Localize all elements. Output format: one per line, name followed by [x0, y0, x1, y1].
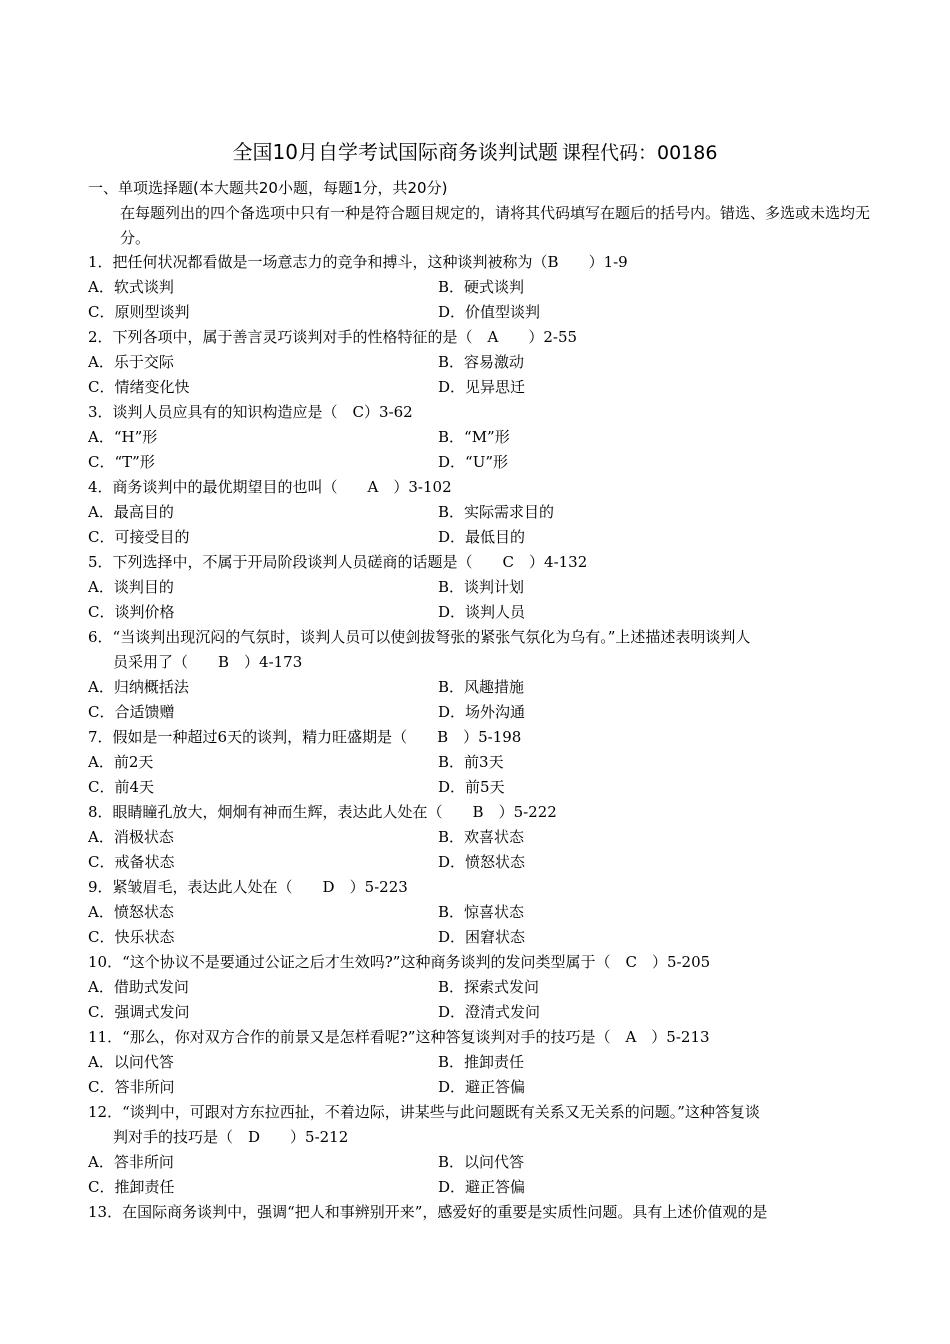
answer-option: A．答非所问 [88, 1153, 174, 1171]
question-text: 6．“当谈判出现沉闷的气氛时，谈判人员可以使剑拔弩张的紧张气氛化为乌有。”上述描述表明谈判人 [88, 628, 751, 646]
answer-option: A．乐于交际 [88, 353, 174, 371]
answer-option: A．消极状态 [88, 828, 174, 846]
answer-option: D．场外沟通 [438, 703, 526, 721]
section-heading: 一、单项选择题(本大题共20小题，每题1分，共20分) [88, 179, 448, 197]
question-text: 7．假如是一种超过6天的谈判，精力旺盛期是（ B ）5-198 [88, 728, 522, 746]
option-row [88, 1150, 878, 1175]
answer-option: C．快乐状态 [88, 928, 175, 946]
answer-option: C．“T”形 [88, 453, 155, 471]
exam-title: 全国10月自学考试国际商务谈判试题 [232, 140, 558, 164]
option-row [88, 750, 878, 775]
section-instruction: 在每题列出的四个备选项中只有一种是符合题目规定的，请将其代码填写在题后的括号内。错选、多选或未选均无分。 [120, 204, 871, 247]
answer-option: D．见异思迁 [438, 378, 526, 396]
option-row [88, 825, 878, 850]
option-row [88, 1075, 878, 1100]
answer-option: B．惊喜状态 [438, 903, 525, 921]
option-row [88, 300, 878, 325]
answer-option: A．软式谈判 [88, 278, 174, 296]
option-row [88, 700, 878, 725]
answer-option: A．愤怒状态 [88, 903, 174, 921]
answer-option: D．前5天 [438, 778, 505, 796]
question-text: 3．谈判人员应具有的知识构造应是（ C）3-62 [88, 403, 413, 421]
option-row [88, 1175, 878, 1200]
answer-option: A．借助式发问 [88, 978, 189, 996]
question-text: 13．在国际商务谈判中，强调“把人和事辨别开来”，感爱好的重要是实质性问题。具有上述价值观的是 [88, 1203, 768, 1221]
option-row [88, 600, 878, 625]
answer-option: B．“M”形 [438, 428, 510, 446]
option-row [88, 850, 878, 875]
answer-option: A．最高目的 [88, 503, 174, 521]
question-text: 10．“这个协议不是要通过公证之后才生效吗?”这种商务谈判的发问类型属于（ C ）5-205 [88, 953, 711, 971]
answer-option: B．欢喜状态 [438, 828, 525, 846]
option-row [88, 525, 878, 550]
answer-option: A．前2天 [88, 753, 154, 771]
question-text: 1．把任何状况都看做是一场意志力的竞争和搏斗，这种谈判被称为（B ）1-9 [88, 253, 628, 271]
option-row [88, 425, 878, 450]
question-text-continued: 员采用了（ B ）4-173 [113, 653, 303, 671]
option-row [88, 350, 878, 375]
option-row [88, 1000, 878, 1025]
answer-option: D．澄清式发问 [438, 1003, 541, 1021]
question-text: 2．下列各项中，属于善言灵巧谈判对手的性格特征的是（ A ）2-55 [88, 328, 578, 346]
answer-option: C．戒备状态 [88, 853, 175, 871]
answer-option: B．风趣措施 [438, 678, 525, 696]
answer-option: B．推卸责任 [438, 1053, 525, 1071]
option-row [88, 775, 878, 800]
answer-option: A．谈判目的 [88, 578, 174, 596]
answer-option: B．谈判计划 [438, 578, 525, 596]
question-text: 11．“那么，你对双方合作的前景又是怎样看呢?”这种答复谈判对手的技巧是（ A ）5-213 [88, 1028, 710, 1046]
question-text: 9．紧皱眉毛，表达此人处在（ D ）5-223 [88, 878, 408, 896]
option-row [88, 500, 878, 525]
answer-option: A．归纳概括法 [88, 678, 189, 696]
answer-option: D．谈判人员 [438, 603, 526, 621]
answer-option: C．推卸责任 [88, 1178, 175, 1196]
answer-option: C．可接受目的 [88, 528, 190, 546]
answer-option: D．最低目的 [438, 528, 526, 546]
answer-option: C．情绪变化快 [88, 378, 190, 396]
answer-option: B．前3天 [438, 753, 504, 771]
answer-option: C．合适馈赠 [88, 703, 175, 721]
page-title [0, 136, 950, 165]
answer-option: D．避正答偏 [438, 1178, 526, 1196]
answer-option: B．以问代答 [438, 1153, 525, 1171]
answer-option: C．强调式发问 [88, 1003, 190, 1021]
question-text-continued: 判对手的技巧是（ D ）5-212 [113, 1128, 349, 1146]
answer-option: D．愤怒状态 [438, 853, 526, 871]
answer-option: B．硬式谈判 [438, 278, 525, 296]
option-row [88, 675, 878, 700]
question-text: 8．眼睛瞳孔放大，炯炯有神而生辉，表达此人处在（ B ）5-222 [88, 803, 557, 821]
option-row [88, 275, 878, 300]
answer-option: B．实际需求目的 [438, 503, 555, 521]
option-row [88, 1050, 878, 1075]
option-row [88, 375, 878, 400]
answer-option: A．“H”形 [88, 428, 158, 446]
option-row [88, 975, 878, 1000]
option-row [88, 575, 878, 600]
answer-option: C．谈判价格 [88, 603, 175, 621]
question-text: 12．“谈判中，可跟对方东拉西扯，不着边际，讲某些与此问题既有关系又无关系的问题。”这种答复谈 [88, 1103, 760, 1121]
answer-option: C．原则型谈判 [88, 303, 190, 321]
option-row [88, 900, 878, 925]
answer-option: B．容易激动 [438, 353, 525, 371]
course-code: 课程代码：00186 [562, 142, 718, 164]
answer-option: A．以问代答 [88, 1053, 174, 1071]
question-list [88, 250, 878, 1225]
question-text: 5．下列选择中，不属于开局阶段谈判人员磋商的话题是（ C ）4-132 [88, 553, 588, 571]
answer-option: D．价值型谈判 [438, 303, 541, 321]
answer-option: D．避正答偏 [438, 1078, 526, 1096]
option-row [88, 925, 878, 950]
question-text: 4．商务谈判中的最优期望目的也叫（ A ）3-102 [88, 478, 452, 496]
answer-option: B．探索式发问 [438, 978, 540, 996]
answer-option: D．“U”形 [438, 453, 509, 471]
answer-option: D．困窘状态 [438, 928, 526, 946]
option-row [88, 450, 878, 475]
answer-option: C．答非所问 [88, 1078, 175, 1096]
answer-option: C．前4天 [88, 778, 155, 796]
